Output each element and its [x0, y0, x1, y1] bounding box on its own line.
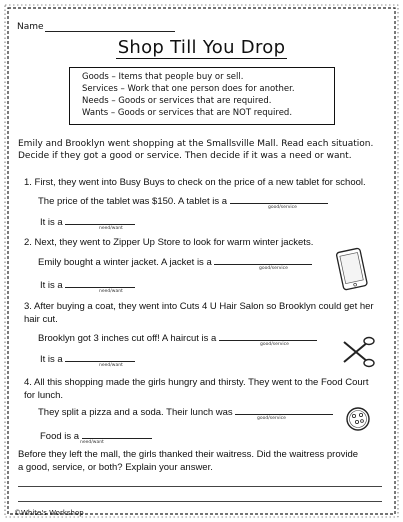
page-title: Shop Till You Drop	[117, 37, 286, 58]
intro-line-2: Decide if they got a good or service. Then decide if it was a need or want.	[18, 151, 352, 161]
copyright-footer: ©White's Workshop	[14, 509, 84, 517]
question-3-text-1: 3. After buying a coat, they went into Cuts 4 U Hair Salon so Brooklyn could get her	[24, 301, 374, 312]
q3-good-service-hint: good/service	[260, 342, 289, 347]
question-2-text: 2. Next, they went to Zipper Up Store to look for warm winter jackets.	[24, 237, 314, 248]
tablet-icon	[334, 246, 370, 294]
question-4-need-want: Food is a	[40, 429, 152, 442]
q1-need-want-hint: need/want	[99, 226, 123, 231]
intro-line-1: Emily and Brooklyn went shopping at the Smallsville Mall. Read each situation.	[18, 139, 374, 149]
question-1-prompt: The price of the tablet was $150. A tablet is a	[38, 194, 328, 207]
question-4-text-2: for lunch.	[24, 390, 64, 401]
vocab-services: Services – Work that one person does for another.	[82, 84, 295, 94]
q4-need-want-blank[interactable]	[82, 429, 152, 439]
q2-need-want-hint: need/want	[99, 289, 123, 294]
question-3-prompt: Brooklyn got 3 inches cut off! A haircut is a	[38, 331, 317, 344]
vocab-goods: Goods – Items that people buy or sell.	[82, 72, 244, 82]
q2-good-service-hint: good/service	[259, 266, 288, 271]
q4-good-service-blank[interactable]	[235, 405, 333, 415]
answer-line-2[interactable]	[18, 501, 382, 502]
q3-need-want-blank[interactable]	[65, 352, 135, 362]
question-4-text-1: 4. All this shopping made the girls hungry and thirsty. They went to the Food Court	[24, 377, 369, 388]
q1-need-want-blank[interactable]	[65, 215, 135, 225]
q1-good-service-hint: good/service	[268, 205, 297, 210]
q3-good-service-blank[interactable]	[219, 331, 317, 341]
vocab-needs: Needs – Goods or services that are required.	[82, 96, 272, 106]
name-blank[interactable]	[45, 23, 175, 32]
final-question-text-1: Before they left the mall, the girls thanked their waitress. Did the waitress provide	[18, 449, 359, 460]
scissors-icon	[338, 336, 376, 368]
question-1-text: 1. First, they went into Busy Buys to check on the price of a new tablet for school.	[24, 177, 366, 188]
final-question-text-2: a good, service, or both? Explain your answer.	[18, 462, 213, 473]
q3-need-want-hint: need/want	[99, 363, 123, 368]
q2-need-want-blank[interactable]	[65, 278, 135, 288]
pizza-icon	[345, 406, 371, 432]
q1-good-service-blank[interactable]	[230, 194, 328, 204]
question-2-prompt: Emily bought a winter jacket. A jacket is a	[38, 255, 312, 268]
question-3-need-want: It is a	[40, 352, 135, 365]
q4-good-service-hint: good/service	[257, 416, 286, 421]
question-4-prompt: They split a pizza and a soda. Their lunch was	[38, 405, 333, 418]
question-1-need-want: It is a	[40, 215, 135, 228]
answer-line-1[interactable]	[18, 486, 382, 487]
q4-need-want-hint: need/want	[80, 440, 104, 445]
question-3-text-2: hair cut.	[24, 314, 58, 325]
q2-good-service-blank[interactable]	[214, 255, 312, 265]
name-label: Name	[17, 22, 44, 32]
name-field[interactable]	[17, 22, 175, 32]
question-2-need-want: It is a	[40, 278, 135, 291]
vocab-wants: Wants – Goods or services that are NOT required.	[82, 108, 293, 118]
